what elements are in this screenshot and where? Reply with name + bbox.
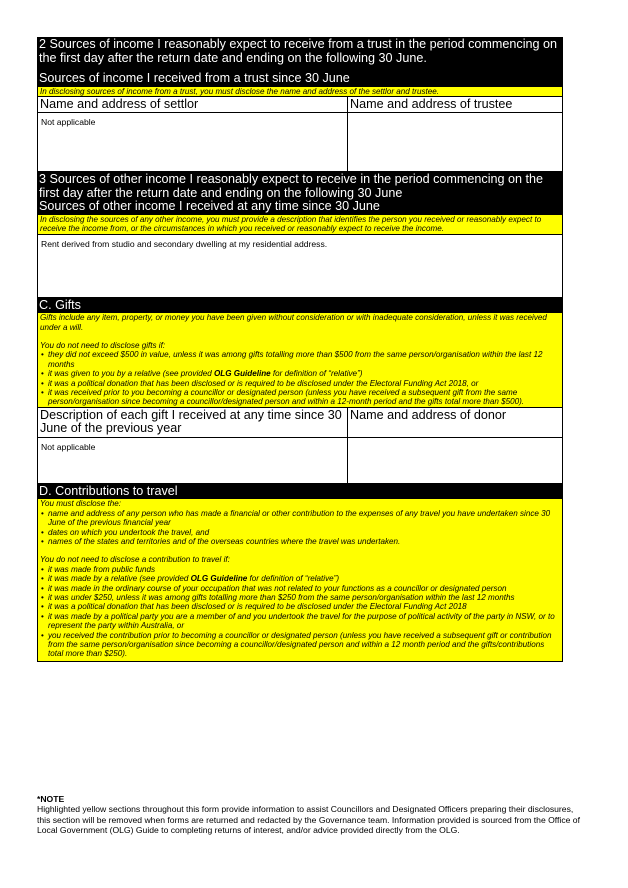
travel-heading <box>37 484 563 500</box>
travel-exception-item: • it was made by a political party you are a member of and you undertook the travel for the purpose of political activity of the party in NSW, or to represent the party within Australia, or <box>40 612 560 631</box>
section-3-heading <box>37 172 563 215</box>
travel-must-intro: You must disclose the: <box>40 499 121 509</box>
gift-exception-item: • it was a political donation that has been disclosed or is required to be disclosed under the Electoral Funding Act 2018, or <box>40 379 560 388</box>
travel-exception-item: • it was made by a relative (see provided OLG Guideline for definition of “relative”) <box>40 574 560 583</box>
gifts-heading <box>37 298 563 314</box>
section-2-guidance <box>37 87 563 97</box>
donor-column-header: Name and address of donor <box>350 407 507 422</box>
section-2-title: 2 Sources of income I reasonably expect to receive from a trust in the period commencing on the first day after the return date and ending on the following 30 June. <box>39 37 558 65</box>
travel-guidance <box>37 499 563 662</box>
other-income-value: Rent derived from studio and secondary dwelling at my residential address. <box>41 238 328 249</box>
section-2-subheading <box>37 71 563 87</box>
section-3-title: 3 Sources of other income I reasonably expect to receive in the period commencing on the first day after the return date and ending on the following 30 June <box>39 172 544 200</box>
travel-exceptions-list <box>40 565 560 659</box>
travel-must-item: • dates on which you undertook the travel, and <box>40 528 560 537</box>
footer-note-text: Highlighted yellow sections throughout this form provide information to assist Councillors and Designated Officers preparing their disclosures, this section will be removed when forms are returned and redacted by the Governance team. Information provided is sourced from the Office of Local Government (OLG) Guide to completing returns of interest, and/or advice provided directly from the OLG. <box>37 804 580 835</box>
trustee-value-field[interactable] <box>348 113 562 171</box>
gifts-exceptions-list <box>40 350 560 406</box>
gifts-intro: Gifts include any item, property, or money you have been given without consideration or with inadequate consideration, unless it was received under a will. <box>40 313 547 332</box>
travel-exception-item: • it was a political donation that has been disclosed or is required to be disclosed under the Electoral Funding Act 2018 <box>40 602 560 611</box>
travel-exception-item: • it was made in the ordinary course of your occupation that was not related to your functions as a councillor or designated person <box>40 584 560 593</box>
travel-exception-item: • it was under $250, unless it was among gifts totalling more than $250 from the same person/organisation within the last 12 months <box>40 593 560 602</box>
footer-note-title: *NOTE <box>37 794 65 804</box>
gift-exception-item: • it was given to you by a relative (see provided OLG Guideline for definition of “relative”) <box>40 369 560 378</box>
gifts-title: C. Gifts <box>39 297 81 312</box>
trustee-column-header: Name and address of trustee <box>350 96 513 111</box>
section-2-values <box>37 113 563 172</box>
section-2-column-headers <box>37 97 563 114</box>
settlor-column-header: Name and address of settlor <box>38 97 348 113</box>
other-income-field[interactable] <box>37 235 563 298</box>
donor-field[interactable] <box>348 438 562 483</box>
travel-exception-item: • it was made from public funds <box>40 565 560 574</box>
disclosure-form <box>37 37 563 662</box>
section-2-subtitle: Sources of income I received from a trust since 30 June <box>39 71 350 85</box>
section-3-subtitle: Sources of other income I received at any time since 30 June <box>39 199 380 214</box>
footer-note <box>37 794 585 835</box>
travel-must-list <box>40 509 560 547</box>
gifts-values <box>37 438 563 484</box>
gift-exception-item: • it was received prior to you becoming a councillor or designated person (unless you have received a subsequent gift from the same person/organisation since becoming a councillor/designated person and within a 12-month period and the gifts total more than $500). <box>40 388 560 407</box>
travel-must-item: • names of the states and territories and of the overseas countries where the travel was undertaken. <box>40 537 560 546</box>
gift-description-column-header: Description of each gift I received at any time since 30 June of the previous year <box>38 408 348 437</box>
travel-exception-item: • you received the contribution prior to becoming a councillor or designated person (unless you have received a subsequent gift or contribution from the same person/organisation since becoming a councillor/designated person and within a 12 month period and the gifts/contributions total more than $250). <box>40 631 560 659</box>
section-3-guidance-text: In disclosing the sources of any other income, you must provide a description that identifies the person you received or reasonably expect to receive the income from, or the circumstances in which you received or reasonably expect to receive the income. <box>40 214 542 234</box>
section-3-guidance <box>37 215 563 235</box>
section-2-heading <box>37 37 563 71</box>
travel-title: D. Contributions to travel <box>39 483 178 498</box>
travel-exceptions-intro: You do not need to disclose a contribution to travel if: <box>40 555 230 565</box>
gifts-column-headers <box>37 408 563 438</box>
gift-description-field[interactable]: Not applicable <box>38 438 348 483</box>
settlor-value-field[interactable]: Not applicable <box>38 113 348 171</box>
gift-exception-item: • they did not exceed $500 in value, unless it was among gifts totalling more than $500 from the same person/organisation within the last 12 months <box>40 350 560 369</box>
travel-must-item: • name and address of any person who has made a financial or other contribution to the expenses of any travel you have undertaken since 30 June of the previous financial year <box>40 509 560 528</box>
section-2-guidance-text: In disclosing sources of income from a trust, you must disclose the name and address of the settlor and trustee. <box>40 86 440 96</box>
gifts-guidance <box>37 313 563 408</box>
gifts-exceptions-intro: You do not need to disclose gifts if: <box>40 341 166 351</box>
